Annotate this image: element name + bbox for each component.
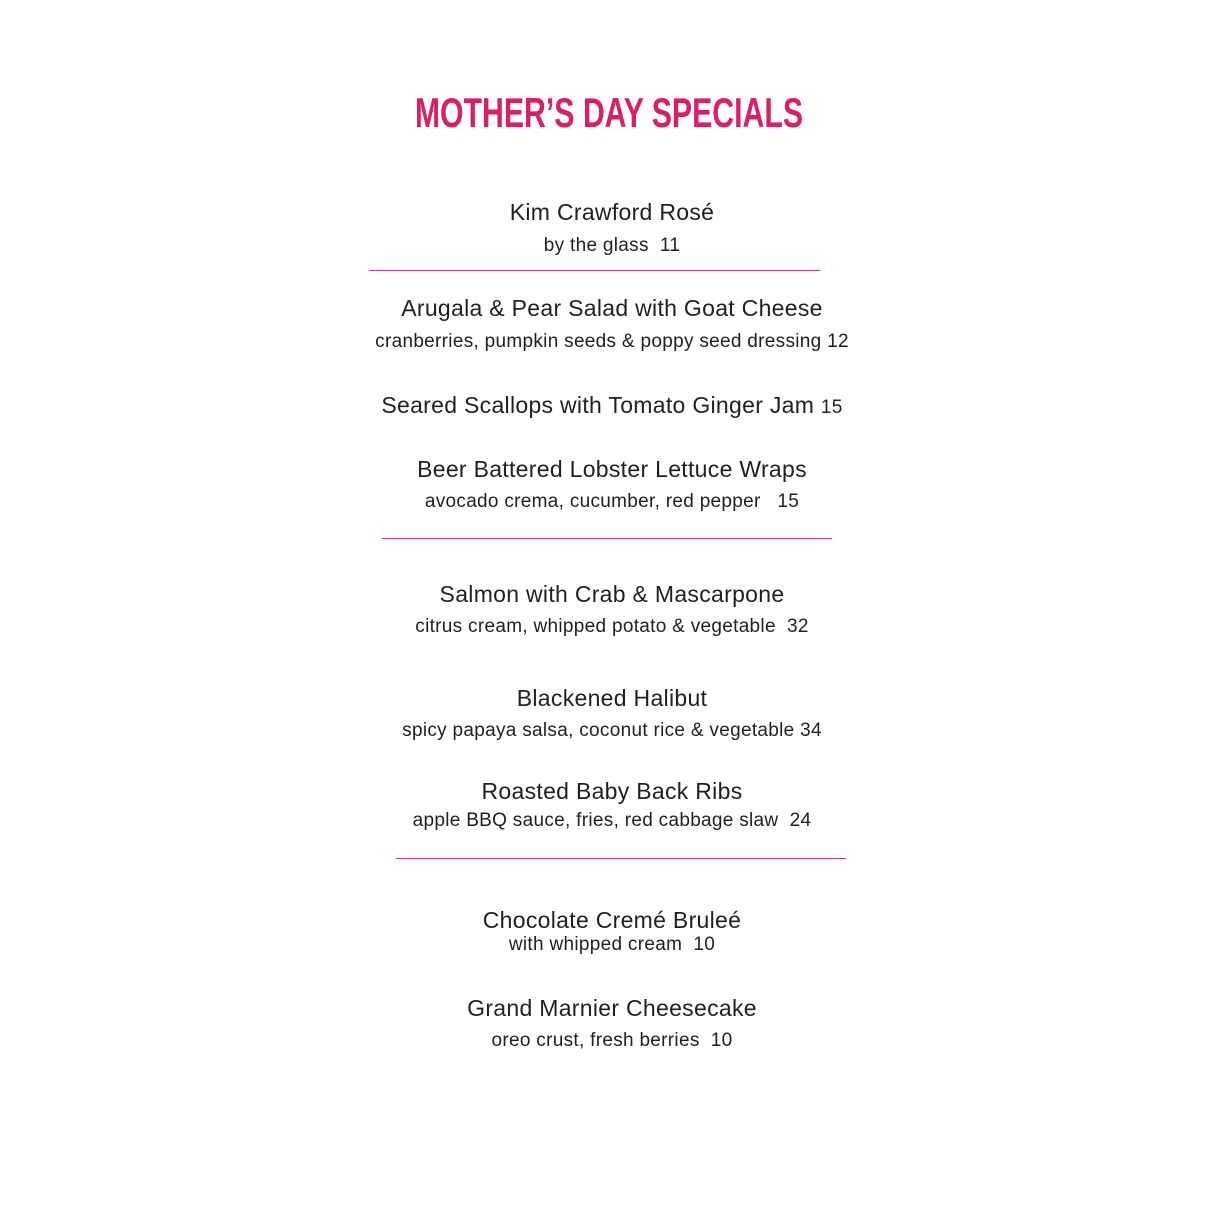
menu-item-name: Arugala & Pear Salad with Goat Cheese <box>401 295 823 321</box>
menu-item-description: apple BBQ sauce, fries, red cabbage slaw 24 <box>412 810 812 831</box>
menu-item-price: 15 <box>820 397 843 418</box>
menu-item-name: Grand Marnier Cheesecake <box>467 995 757 1021</box>
menu-item-name: Beer Battered Lobster Lettuce Wraps <box>417 456 807 482</box>
menu-item-description: avocado crema, cucumber, red pepper 15 <box>424 491 800 512</box>
menu-item-description: citrus cream, whipped potato & vegetable 32 <box>415 616 809 637</box>
menu-item-name: Blackened Halibut <box>516 685 708 711</box>
section-divider <box>369 270 820 271</box>
menu-item-name: Seared Scallops with Tomato Ginger Jam <box>381 392 815 418</box>
menu-item-name: Kim Crawford Rosé <box>509 199 715 225</box>
section-divider <box>382 538 832 539</box>
menu-title: MOTHER’S DAY SPECIALS <box>414 89 803 136</box>
menu-item-description: with whipped cream 10 <box>508 934 716 955</box>
menu-item-name: Salmon with Crab & Mascarpone <box>439 581 785 607</box>
menu-item-description: spicy papaya salsa, coconut rice & vegetable 34 <box>402 720 822 741</box>
section-divider <box>396 858 846 859</box>
menu-item-description: oreo crust, fresh berries 10 <box>491 1030 733 1051</box>
menu-item-name: Chocolate Cremé Bruleé <box>482 907 742 933</box>
menu-item-name-with-price <box>0 391 1224 422</box>
menu-item-description: by the glass 11 <box>543 235 681 256</box>
menu-item-description: cranberries, pumpkin seeds & poppy seed dressing 12 <box>375 331 849 352</box>
menu-item-name: Roasted Baby Back Ribs <box>481 778 743 804</box>
